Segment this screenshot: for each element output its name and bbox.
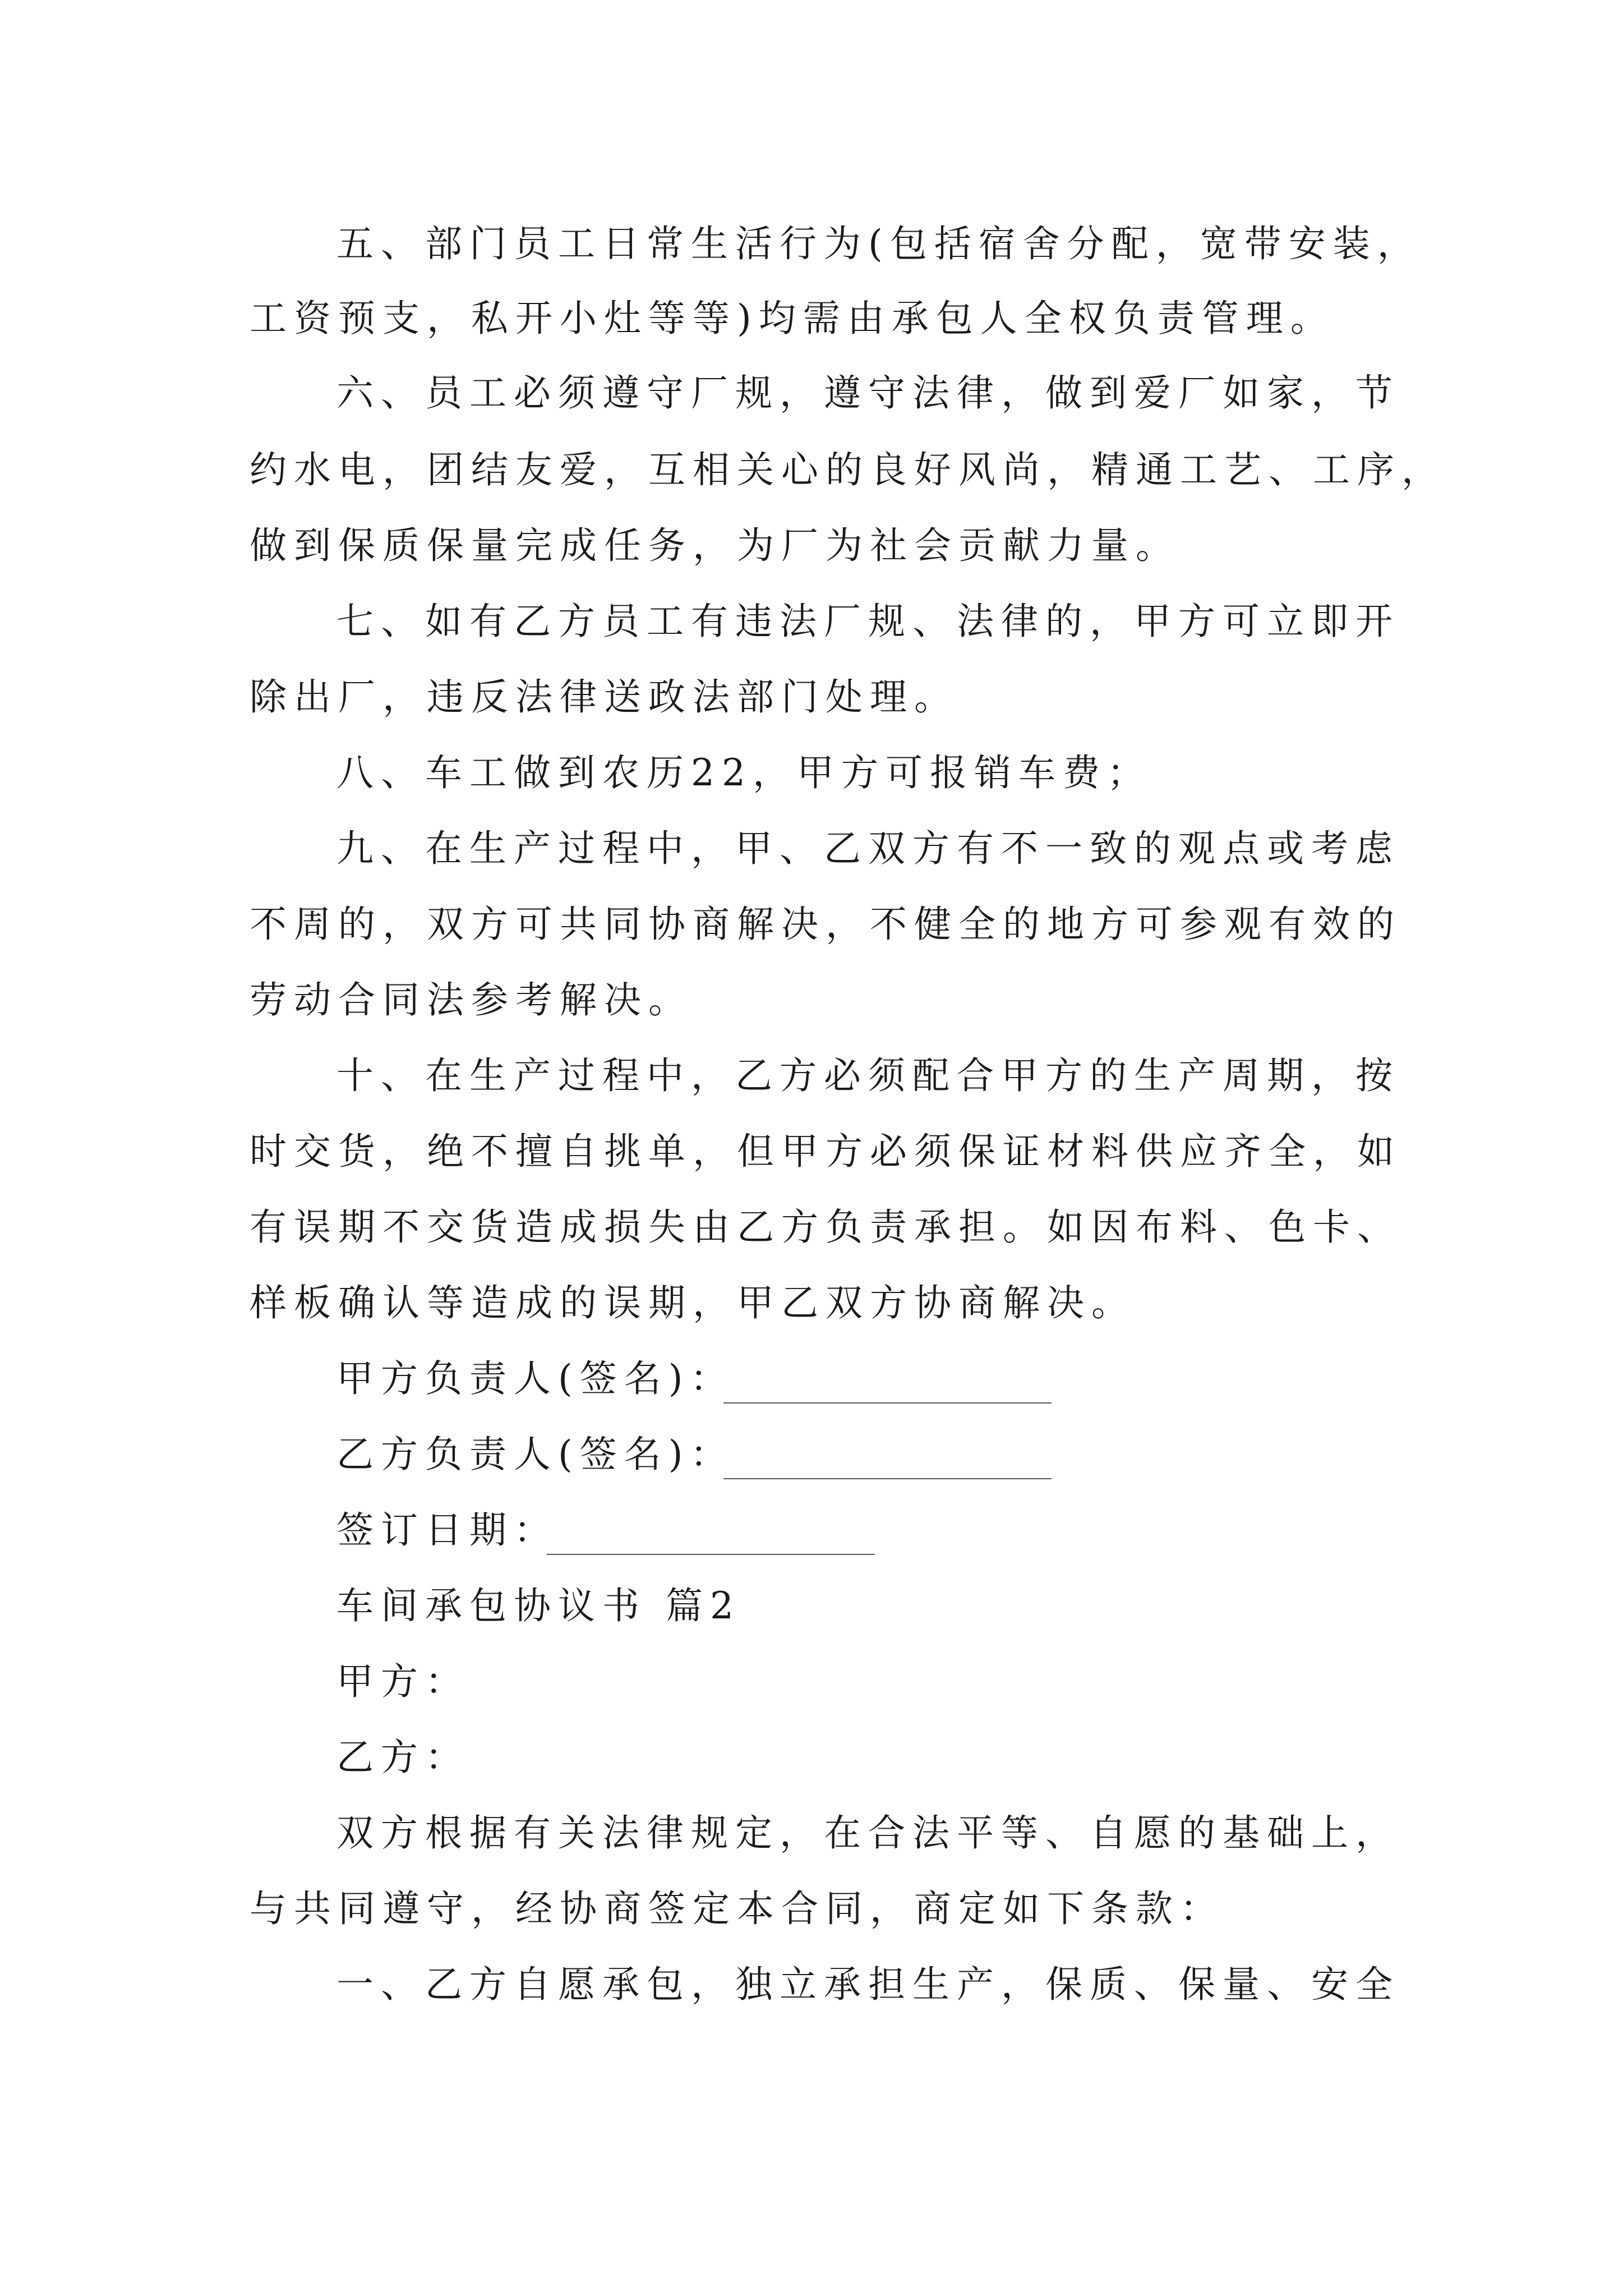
paragraph-5-line-1: 五、部门员工日常生活行为(包括宿舍分配，宽带安装，	[336, 222, 1422, 265]
signing-date-label: 签订日期：	[336, 1508, 558, 1552]
party-b-signature-label: 乙方负责人(签名)：	[336, 1433, 735, 1476]
paragraph-10-line-4: 样板确认等造成的误期，甲乙双方协商解决。	[250, 1281, 1136, 1324]
paragraph-10-line-2: 时交货，绝不擅自挑单，但甲方必须保证材料供应齐全，如	[250, 1130, 1401, 1173]
party-a-signature-label: 甲方负责人(签名)：	[336, 1357, 735, 1400]
paragraph-6-line-3: 做到保质保量完成任务，为厂为社会贡献力量。	[250, 524, 1180, 567]
signing-date-underline	[547, 1554, 875, 1555]
section-heading: 车间承包协议书 篇2	[336, 1584, 741, 1627]
party-a-label: 甲方：	[336, 1660, 469, 1703]
clause-1-line-1: 一、乙方自愿承包，独立承担生产，保质、保量、安全	[336, 1963, 1400, 2006]
paragraph-9-line-3: 劳动合同法参考解决。	[250, 978, 693, 1022]
paragraph-7-line-1: 七、如有乙方员工有违法厂规、法律的，甲方可立即开	[336, 600, 1400, 643]
paragraph-8-line-1: 八、车工做到农历22，甲方可报销车费；	[336, 751, 1151, 794]
intro-line-1: 双方根据有关法律规定，在合法平等、自愿的基础上，	[336, 1811, 1400, 1855]
paragraph-6-line-2: 约水电，团结友爱，互相关心的良好风尚，精通工艺、工序，	[250, 448, 1446, 491]
paragraph-6-line-1: 六、员工必须遵守厂规，遵守法律，做到爱厂如家，节	[336, 371, 1400, 415]
party-b-label: 乙方：	[336, 1736, 469, 1779]
paragraph-5-line-2: 工资预支，私开小灶等等)均需由承包人全权负责管理。	[250, 297, 1335, 340]
paragraph-9-line-1: 九、在生产过程中，甲、乙双方有不一致的观点或考虑	[336, 827, 1400, 870]
paragraph-7-line-2: 除出厂，违反法律送政法部门处理。	[250, 675, 958, 719]
paragraph-10-line-1: 十、在生产过程中，乙方必须配合甲方的生产周期，按	[336, 1054, 1400, 1097]
party-b-signature-underline	[723, 1478, 1052, 1479]
paragraph-10-line-3: 有误期不交货造成损失由乙方负责承担。如因布料、色卡、	[250, 1205, 1401, 1249]
intro-line-2: 与共同遵守，经协商签定本合同，商定如下条款：	[250, 1887, 1224, 1930]
party-a-signature-underline	[723, 1402, 1052, 1404]
paragraph-9-line-2: 不周的，双方可共同协商解决，不健全的地方可参观有效的	[250, 903, 1401, 946]
